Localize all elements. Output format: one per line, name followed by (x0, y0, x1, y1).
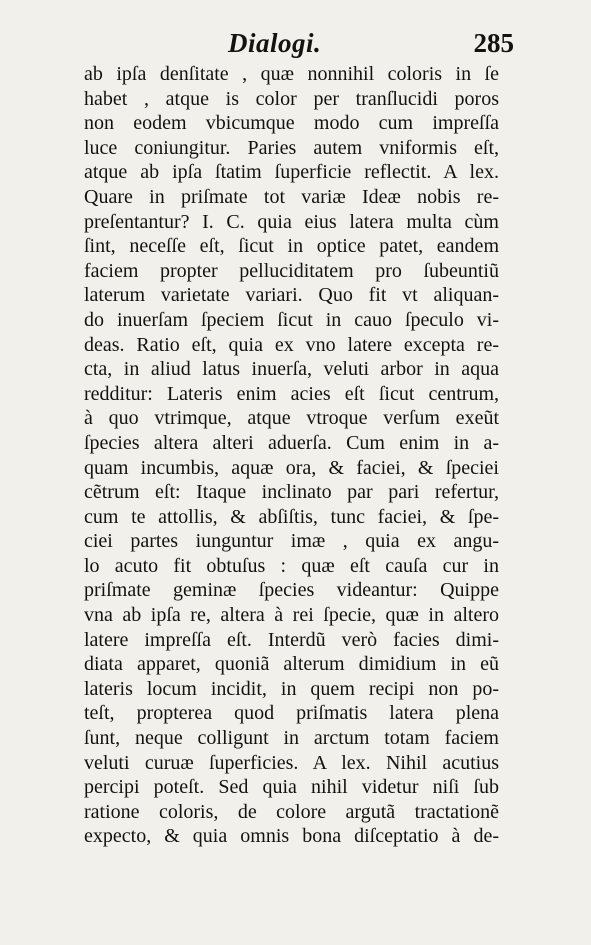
text-line: ſunt, neque colligunt in arctum totam faciem (84, 727, 499, 750)
text-line: priſmate geminæ ſpecies videantur: Quippe (84, 579, 499, 602)
text-line: lo acuto fit obtuſus : quæ eſt cauſa cur in (84, 554, 499, 577)
text-line: cẽtrum eſt: Itaque inclinato par pari refertur, (84, 481, 499, 504)
text-line: do inuerſam ſpeciem ſicut in cauo ſpeculo vi- (84, 308, 499, 331)
text-line: cta, in aliud latus inuerſa, veluti arbor in aqua (84, 358, 499, 381)
text-line: diata apparet, quoniã alterum dimidium in eũ (84, 653, 499, 676)
text-line: luce coniungitur. Paries autem vniformis eſt, (84, 136, 499, 159)
text-line: redditur: Lateris enim acies eſt ſicut centrum, (84, 382, 499, 405)
text-line: vna ab ipſa re, altera à rei ſpecie, quæ in altero (84, 604, 499, 627)
text-line: faciem propter pelluciditatem pro ſubeuntiũ (84, 259, 499, 282)
text-line: deas. Ratio eſt, quia ex vno latere excepta re- (84, 333, 499, 356)
text-line: expecto, & quia omnis bona diſceptatio à de- (84, 825, 499, 848)
text-line: ſint, neceſſe eſt, ſicut in optice patet, eandem (84, 235, 499, 258)
body-text (84, 62, 499, 849)
text-line: ſpecies altera alteri aduerſa. Cum enim in a- (84, 431, 499, 454)
text-line: veluti curuæ ſuperficies. A lex. Nihil acutius (84, 751, 499, 774)
text-line: preſentantur? I. C. quia eius latera multa cùm (84, 210, 499, 233)
text-line: non eodem vbicumque modo cum impreſſa (84, 112, 499, 135)
page-number: 285 (473, 28, 514, 58)
text-line: lateris locum incidit, in quem recipi non po- (84, 677, 499, 700)
text-line: ratione coloris, de colore argutã tractationẽ (84, 800, 499, 823)
text-line: ab ipſa denſitate , quæ nonnihil coloris in ſe (84, 63, 499, 85)
text-line: habet , atque is color per tranſlucidi poros (84, 87, 499, 110)
text-line: à quo vtrimque, atque vtroque verſum exeũt (84, 407, 499, 430)
text-line: latere impreſſa eſt. Interdũ verò facies dimi- (84, 628, 499, 651)
text-line: Quare in priſmate tot variæ Ideæ nobis re- (84, 185, 499, 208)
text-line: quam incumbis, aquæ ora, & faciei, & ſpeciei (84, 456, 499, 479)
text-line: laterum varietate variari. Quo fit vt aliquan- (84, 284, 499, 307)
text-line: teſt, propterea quod priſmatis latera plena (84, 702, 499, 725)
text-line: ciei partes iunguntur imæ , quia ex angu- (84, 530, 499, 553)
page-header (84, 28, 514, 58)
text-line: percipi poteſt. Sed quia nihil videtur niſi ſub (84, 776, 499, 799)
running-title: Dialogi. (228, 28, 322, 58)
text-line: cum te attollis, & abſiſtis, tunc faciei, & ſpe- (84, 505, 499, 528)
text-line: atque ab ipſa ſtatim ſuperficie reflectit. A lex. (84, 161, 499, 184)
